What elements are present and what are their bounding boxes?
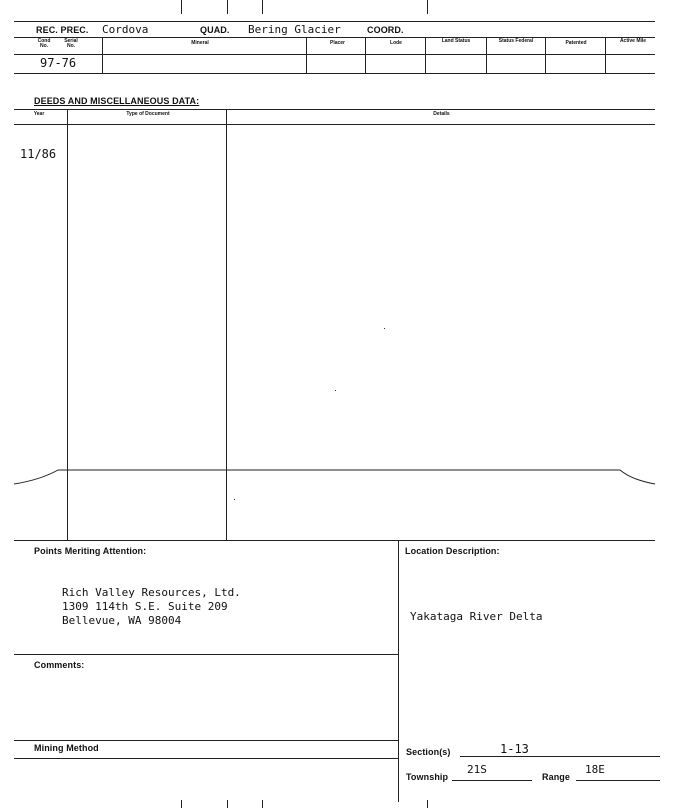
speck — [335, 390, 336, 391]
points-line-1: Rich Valley Resources, Ltd. — [62, 586, 241, 599]
mining-method-label: Mining Method — [34, 743, 99, 753]
section-value: 1-13 — [500, 742, 529, 756]
range-label: Range — [542, 772, 571, 782]
quad-value: Bering Glacier — [248, 23, 341, 36]
col-details: Details — [433, 111, 450, 117]
col-year: Year — [33, 111, 45, 117]
col-cond-no: Cond No. — [37, 38, 51, 49]
section-label: Section(s) — [406, 747, 451, 757]
col-status-federal: Status Federal — [498, 38, 534, 44]
township-label: Township — [406, 772, 449, 782]
coord-label: COORD. — [367, 25, 404, 35]
col-lode: Lode — [390, 40, 402, 46]
deed-year-value: 11/86 — [20, 147, 57, 161]
top-tick — [227, 0, 228, 14]
col-land-status: Land Status — [441, 38, 471, 44]
col-patented: Patented — [565, 40, 587, 46]
quad-label: QUAD. — [200, 25, 230, 35]
speck — [234, 499, 235, 500]
col-type-of-document: Type of Document — [126, 111, 170, 117]
location-label: Location Description: — [405, 546, 500, 556]
points-line-3: Bellevue, WA 98004 — [62, 614, 182, 627]
points-line-2: 1309 114th S.E. Suite 209 — [62, 600, 228, 613]
rec-prec-label: REC. PREC. — [36, 25, 89, 35]
cond-no-value: 97-76 — [40, 56, 77, 70]
top-tick — [427, 0, 428, 14]
top-tick — [181, 0, 182, 14]
col-placer: Placer — [329, 40, 345, 46]
top-tick — [262, 0, 263, 14]
deeds-title: DEEDS AND MISCELLANEOUS DATA: — [34, 96, 200, 106]
location-value: Yakataga River Delta — [410, 610, 543, 623]
bottom-tick — [227, 800, 228, 808]
bottom-tick — [427, 800, 428, 808]
rec-prec-value: Cordova — [102, 23, 149, 36]
range-value: 18E — [585, 763, 605, 776]
col-serial-no: Serial No. — [64, 38, 78, 49]
speck — [384, 328, 385, 329]
fold-line — [0, 462, 678, 492]
col-active-mile: Active Mile — [619, 38, 647, 44]
bottom-tick — [181, 800, 182, 808]
bottom-tick — [262, 800, 263, 808]
col-mineral: Mineral — [191, 40, 209, 46]
township-value: 21S — [467, 763, 487, 776]
points-label: Points Meriting Attention: — [34, 546, 147, 556]
comments-label: Comments: — [34, 660, 85, 670]
